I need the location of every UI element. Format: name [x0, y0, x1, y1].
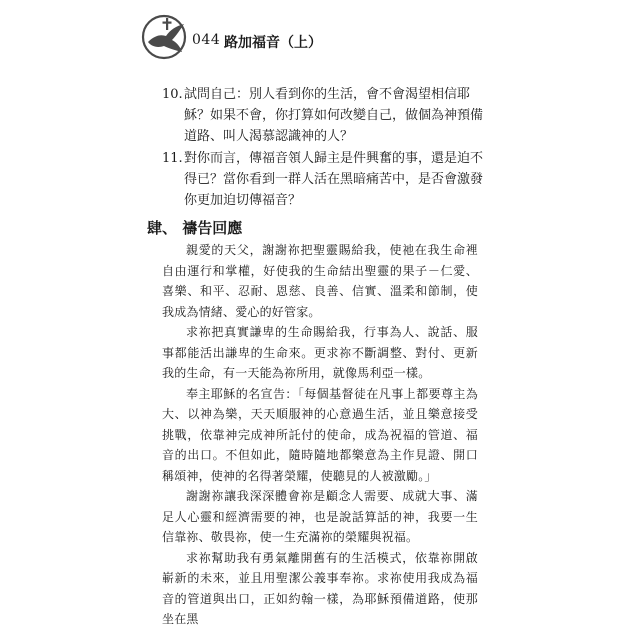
paragraph: 奉主耶穌的名宣告：「每個基督徒在凡事上都要尊主為大、以神為樂，天天順服神的心意過生活，並且樂意接受挑戰，依靠神完成神所託付的使命，成為祝福的管道、福音的出口。不但如此，隨時隨地都樂意為主作見證、開口稱頌神，使神的名得著榮耀，使聽見的人被激勵。」 — [162, 386, 478, 483]
question-number: 11. — [162, 151, 183, 166]
list-item — [162, 84, 492, 147]
list-item — [162, 148, 492, 211]
paragraph: 求祢把真實謙卑的生命賜給我，行事為人、說話、服事都能活出謙卑的生命來。更求祢不斷調整、對付、更新我的生命，有一天能為祢所用，就像馬利亞一樣。 — [162, 325, 478, 380]
paragraph: 謝謝祢讓我深深體會祢是顧念人需要、成就大事、滿足人心靈和經濟需要的神，也是說話算話的神，我要一生信靠祢、敬畏祢，使一生充滿祢的榮耀與祝福。 — [162, 489, 478, 544]
paragraph: 親愛的天父，謝謝祢把聖靈賜給我，使祂在我生命裡自由運行和掌權，好使我的生命結出聖靈的果子－仁愛、喜樂、和平、忍耐、恩慈、良善、信實、溫柔和節制，使我成為情緒、愛心的好管家。 — [162, 243, 478, 319]
prayer-body — [162, 240, 478, 630]
running-title: 路加福音（上） — [224, 35, 322, 51]
dove-cross-icon — [140, 12, 190, 62]
paragraph: 求祢幫助我有勇氣離開舊有的生活模式，依靠祢開啟嶄新的未來，並且用聖潔公義事奉祢。求祢使用我成為福音的管道與出口，正如約翰一樣，為耶穌預備道路，使那坐在黑 — [162, 550, 478, 626]
question-text: 對你而言，傳福音領人歸主是件興奮的事，還是迫不得已？當你看到一群人活在黑暗痛苦中，是否會激發你更加迫切傳福音？ — [184, 151, 484, 208]
question-text: 試問自己：別人看到你的生活，會不會渴望相信耶穌？如果不會，你打算如何改變自己，做個為神預備道路、叫人渴慕認識神的人？ — [184, 87, 484, 144]
page-number: 044 — [192, 32, 221, 48]
question-number: 10. — [162, 87, 183, 102]
section-heading: 肆、 禱告回應 — [147, 219, 243, 237]
question-list — [162, 84, 492, 212]
running-header — [140, 12, 340, 62]
